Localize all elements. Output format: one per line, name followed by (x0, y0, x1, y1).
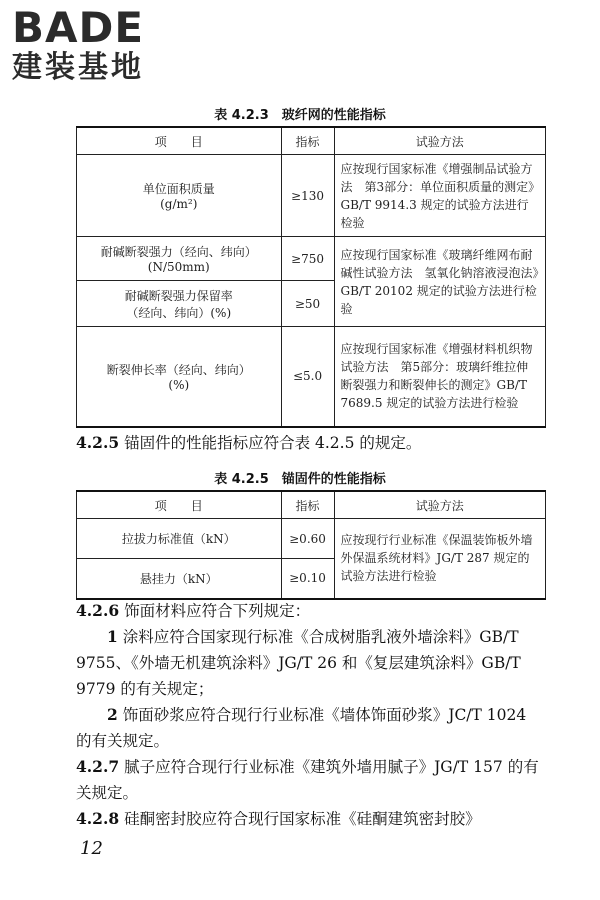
page-number: 12 (80, 838, 103, 859)
item-number: 2 (107, 705, 118, 724)
clause-heading (76, 598, 546, 624)
item-text: 饰面砂浆应符合现行行业标准《墙体饰面砂浆》JC/T 1024 的有关规定。 (76, 706, 527, 750)
bade-logo (12, 3, 145, 86)
clause-number: 4.2.6 (76, 601, 120, 620)
row-item: 拉拔力标准值（kN） (77, 519, 282, 559)
row-method: 应按现行国家标准《增强制品试验方法 第3部分：单位面积质量的测定》GB/T 9914.3 规定的试验方法进行检验 (334, 155, 545, 237)
row-item: 断裂伸长率（经向、纬向） (%) (77, 327, 282, 427)
row-value: ≥50 (281, 281, 334, 327)
table-4-2-5-caption: 表 4.2.5 锚固件的性能指标 (214, 472, 386, 487)
header-method: 试验方法 (334, 127, 545, 155)
row-value: ≥130 (281, 155, 334, 237)
clause-text: 饰面材料应符合下列规定： (124, 602, 311, 620)
row-value: ≤5.0 (281, 327, 334, 427)
clause-text: 腻子应符合现行行业标准《建筑外墙用腻子》JG/T 157 的有关规定。 (76, 758, 539, 802)
table-4-2-3 (76, 126, 546, 428)
logo-wordmark: BADE (12, 3, 145, 52)
item-text: 涂料应符合国家现行标准《合成树脂乳液外墙涂料》GB/T 9755、《外墙无机建筑涂料》JG/T 26 和《复层建筑涂料》GB/T 9779 的有关规定； (76, 628, 521, 698)
row-item: 耐碱断裂强力保留率 （经向、纬向）(%) (77, 281, 282, 327)
table-4-2-5 (76, 490, 546, 600)
table-row (77, 155, 546, 237)
header-item: 项 目 (77, 491, 282, 519)
table-row (77, 327, 546, 427)
row-value: ≥0.60 (281, 519, 334, 559)
header-method: 试验方法 (334, 491, 545, 519)
clause-item-1 (76, 624, 546, 702)
header-value: 指标 (281, 127, 334, 155)
clause-number: 4.2.8 (76, 809, 120, 828)
clause-4-2-6 (76, 598, 546, 754)
row-item: 耐碱断裂强力（经向、纬向） (N/50mm) (77, 237, 282, 281)
clause-item-2 (76, 702, 546, 754)
table-row (77, 237, 546, 281)
clause-text: 硅酮密封胶应符合现行国家标准《硅酮建筑密封胶》 (124, 810, 481, 828)
row-item: 单位面积质量 (g/m²) (77, 155, 282, 237)
table-header-row (77, 491, 546, 519)
row-method: 应按现行国家标准《玻璃纤维网布耐碱性试验方法 氢氧化钠溶液浸泡法》GB/T 20102 规定的试验方法进行检验 (334, 237, 545, 327)
header-item: 项 目 (77, 127, 282, 155)
item-number: 1 (107, 627, 118, 646)
clause-4-2-5 (76, 430, 546, 456)
row-value: ≥0.10 (281, 559, 334, 599)
clause-4-2-8 (76, 806, 546, 832)
row-item: 悬挂力（kN） (77, 559, 282, 599)
clause-4-2-7 (76, 754, 546, 806)
clause-number: 4.2.7 (76, 757, 120, 776)
table-row (77, 519, 546, 559)
row-method: 应按现行国家标准《增强材料机织物试验方法 第5部分：玻璃纤维拉伸断裂强力和断裂伸长的测定》GB/T 7689.5 规定的试验方法进行检验 (334, 327, 545, 427)
clause-number: 4.2.5 (76, 433, 120, 452)
logo-subtitle: 建装基地 (12, 50, 144, 85)
clause-text: 锚固件的性能指标应符合表 4.2.5 的规定。 (124, 434, 422, 452)
table-4-2-3-caption: 表 4.2.3 玻纤网的性能指标 (214, 108, 386, 123)
row-value: ≥750 (281, 237, 334, 281)
header-value: 指标 (281, 491, 334, 519)
table-header-row (77, 127, 546, 155)
row-method: 应按现行行业标准《保温装饰板外墙外保温系统材料》JG/T 287 规定的试验方法进行检验 (334, 519, 545, 599)
